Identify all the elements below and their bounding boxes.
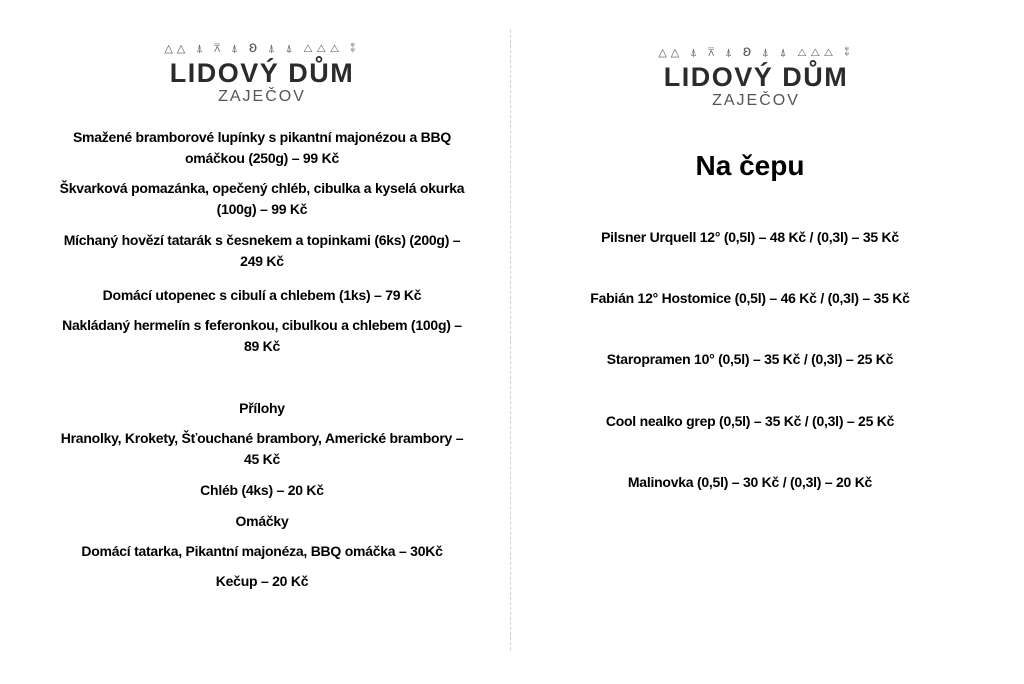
bunny-icon: ʚ xyxy=(742,43,756,60)
menu-item: Domácí utopenec s cibulí a chlebem (1ks) – 79 Kč xyxy=(102,287,422,303)
section-heading-sauces: Omáčky xyxy=(235,513,289,529)
decorative-trees-icon: △△ ⍋ ⩞ ⍋ ʚ ⍋ ⍋ △△△ ⁑ xyxy=(164,39,360,56)
brand-town: ZAJEČOV xyxy=(712,92,800,109)
drink-item: Pilsner Urquell 12° (0,5l) – 48 Kč / (0,3l) – 35 Kč xyxy=(601,229,899,245)
bunny-icon: ʚ xyxy=(248,39,262,56)
drinks-title: Na čepu xyxy=(695,150,805,181)
drink-item: Cool nealko grep (0,5l) – 35 Kč / (0,3l) – 25 Kč xyxy=(605,413,895,429)
decorative-trees-icon: △△ ⍋ ⩞ ⍋ ʚ ⍋ ⍋ △△△ ⁑ xyxy=(658,43,854,60)
menu-item: Smažené bramborové lupínky s pikantní majonézou a BBQ omáčkou (250g) – 99 Kč xyxy=(72,129,452,166)
menu-item: Hranolky, Krokety, Šťouchané brambory, Americké brambory – 45 Kč xyxy=(60,430,464,467)
menu-item: Škvarková pomazánka, opečený chléb, cibulka a kyselá okurka (100g) – 99 Kč xyxy=(59,180,465,217)
menu-item: Domácí tatarka, Pikantní majonéza, BBQ omáčka – 30Kč xyxy=(81,543,443,559)
menu-item: Kečup – 20 Kč xyxy=(215,573,309,589)
page-divider xyxy=(510,30,511,650)
brand-town: ZAJEČOV xyxy=(218,88,306,105)
drink-item: Staropramen 10° (0,5l) – 35 Kč / (0,3l) – 25 Kč xyxy=(606,351,894,367)
section-heading-sides: Přílohy xyxy=(239,400,285,416)
drink-item: Fabián 12° Hostomice (0,5l) – 46 Kč / (0,3l) – 35 Kč xyxy=(590,290,910,306)
menu-item: Nakládaný hermelín s feferonkou, cibulkou a chlebem (100g) – 89 Kč xyxy=(62,317,462,354)
brand-name: LIDOVÝ DŮM xyxy=(663,62,849,92)
brand-name: LIDOVÝ DŮM xyxy=(169,58,355,88)
menu-item: Míchaný hovězí tatarák s česnekem a topinkami (6ks) (200g) – 249 Kč xyxy=(63,232,461,269)
logo-left xyxy=(142,38,382,106)
drink-item: Malinovka (0,5l) – 30 Kč / (0,3l) – 20 Kč xyxy=(627,474,873,490)
logo-right xyxy=(636,42,876,110)
menu-item: Chléb (4ks) – 20 Kč xyxy=(200,482,324,498)
